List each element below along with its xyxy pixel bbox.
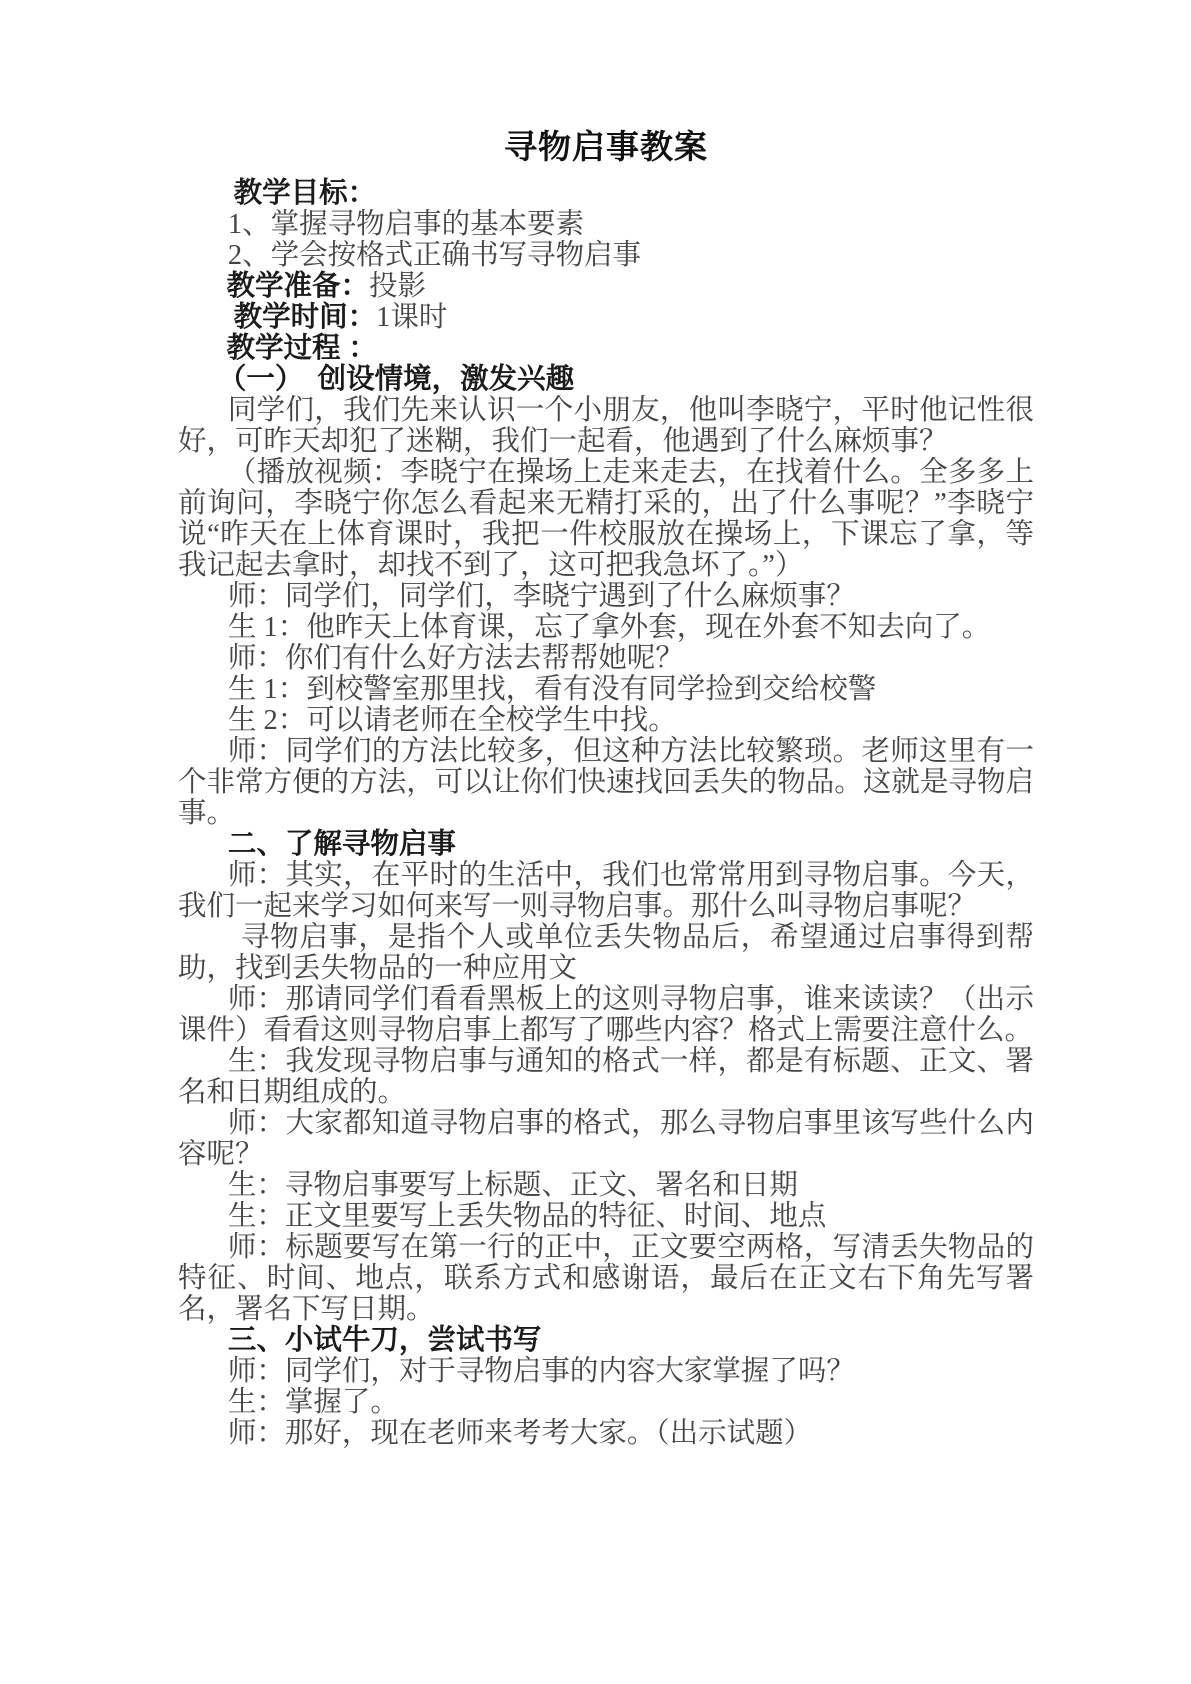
section-heading: 三、小试牛刀，尝试书写 bbox=[227, 1324, 542, 1356]
paragraph: 生：寻物启事要写上标题、正文、署名和日期 bbox=[227, 1170, 798, 1201]
field-label: 教学准备： bbox=[226, 270, 369, 302]
paragraph: 师：同学们，同学们，李晓宁遇到了什么麻烦事？ bbox=[227, 581, 855, 612]
field-label-line bbox=[178, 271, 1034, 302]
section-heading: （一） 创设情境，激发兴趣 bbox=[217, 363, 575, 395]
paragraph: 生 1：到校警室那里找，看有没有同学捡到交给校警 bbox=[227, 674, 877, 705]
field-label: 教学过程 ： bbox=[226, 332, 377, 364]
paragraph: 师：你们有什么好方法去帮帮她呢？ bbox=[227, 643, 684, 674]
field-value: 投影 bbox=[368, 271, 426, 302]
paragraph: 同学们，我们先来认识一个小朋友，他叫李晓宁，平时他记性很好，可昨天却犯了迷糊，我们一起看，他遇到了什么麻烦事？ bbox=[178, 395, 1034, 457]
objective-item: 1、掌握寻物启事的基本要素 bbox=[227, 209, 585, 240]
field-value: 1课时 bbox=[376, 302, 448, 333]
objective-item: 2、学会按格式正确书写寻物启事 bbox=[227, 240, 642, 271]
document-title: 寻物启事教案 bbox=[504, 128, 708, 165]
paragraph: 寻物启事，是指个人或单位丢失物品后，希望通过启事得到帮助，找到丢失物品的一种应用文 bbox=[178, 922, 1034, 984]
field-label-line bbox=[178, 302, 1034, 333]
section-heading: 二、了解寻物启事 bbox=[227, 828, 456, 860]
paragraph: 师：其实，在平时的生活中，我们也常常用到寻物启事。今天，我们一起来学习如何来写一则寻物启事。那什么叫寻物启事呢？ bbox=[178, 860, 1034, 922]
paragraph: 生：正文里要写上丢失物品的特征、时间、地点 bbox=[227, 1201, 827, 1232]
paragraph: 师：标题要写在第一行的正中，正文要空两格，写清丢失物品的特征、时间、地点，联系方式和感谢语，最后在正文右下角先写署名，署名下写日期。 bbox=[178, 1232, 1034, 1325]
paragraph: 生 2：可以请老师在全校学生中找。 bbox=[227, 705, 677, 736]
paragraph: 师：那好，现在老师来考考大家。（出示试题） bbox=[227, 1418, 813, 1449]
field-label-line bbox=[178, 178, 1034, 209]
paragraph: 生：我发现寻物启事与通知的格式一样，都是有标题、正文、署名和日期组成的。 bbox=[178, 1046, 1034, 1108]
paragraph: 师：同学们，对于寻物启事的内容大家掌握了吗？ bbox=[227, 1356, 855, 1387]
paragraph: 生 1：他昨天上体育课，忘了拿外套，现在外套不知去向了。 bbox=[227, 612, 991, 643]
field-label-line bbox=[178, 333, 1034, 364]
paragraph: （播放视频：李晓宁在操场上走来走去，在找着什么。全多多上前询问，李晓宁你怎么看起来无精打采的，出了什么事呢？”李晓宁说“昨天在上体育课时，我把一件校服放在操场上，下课忘了拿，等我记起去拿时，却找不到了，这可把我急坏了。”） bbox=[178, 457, 1034, 581]
paragraph: 师：大家都知道寻物启事的格式，那么寻物启事里该写些什么内容呢？ bbox=[178, 1108, 1034, 1170]
field-label: 教学时间： bbox=[233, 301, 377, 333]
paragraph: 师：同学们的方法比较多，但这种方法比较繁琐。老师这里有一个非常方便的方法，可以让你们快速找回丢失的物品。这就是寻物启事。 bbox=[178, 736, 1034, 829]
field-label: 教学目标： bbox=[233, 177, 377, 209]
paragraph: 生：掌握了。 bbox=[227, 1387, 399, 1418]
paragraph: 师：那请同学们看看黑板上的这则寻物启事，谁来读读？（出示课件）看看这则寻物启事上都写了哪些内容？格式上需要注意什么。 bbox=[178, 984, 1034, 1046]
document-body bbox=[178, 178, 1034, 1449]
